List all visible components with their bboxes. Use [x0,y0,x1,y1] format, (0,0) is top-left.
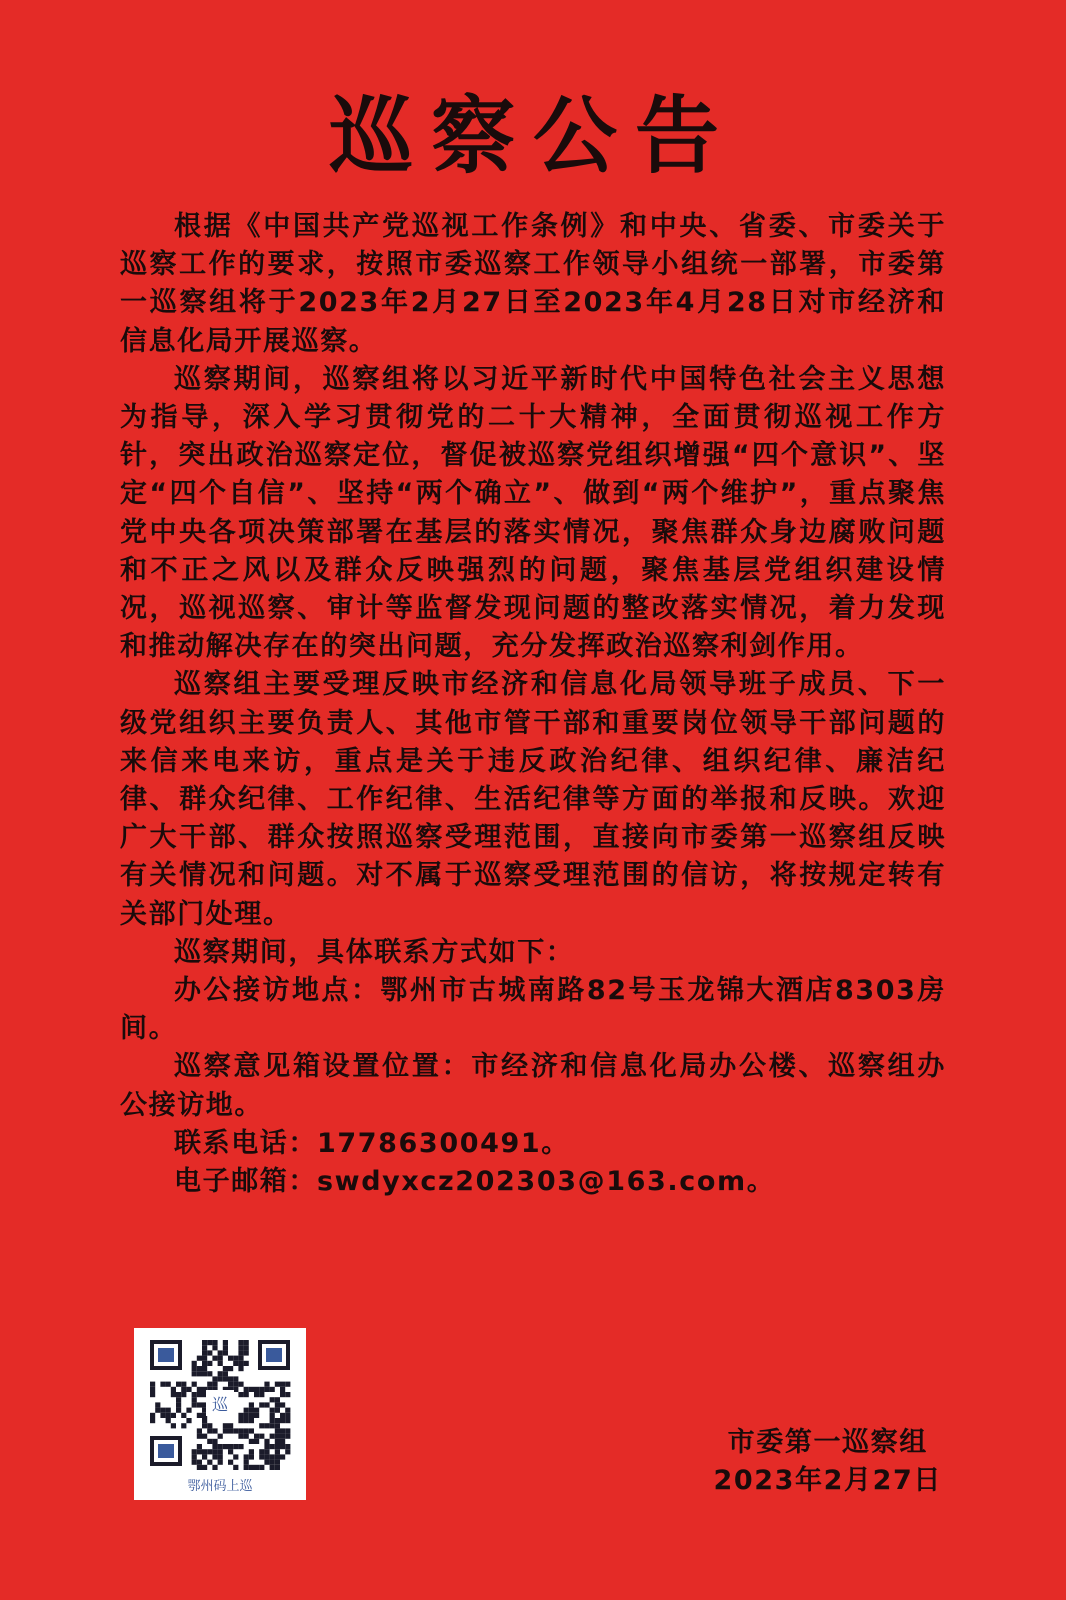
qr-module [270,1418,275,1423]
qr-module [207,1361,212,1366]
qr-module [228,1382,233,1387]
qr-module [264,1382,269,1387]
qr-module [233,1361,238,1366]
qr-module [244,1361,249,1366]
qr-module [202,1434,207,1439]
qr-module [275,1434,280,1439]
qr-module [186,1387,191,1392]
qr-module [166,1413,171,1418]
qr-module [244,1392,249,1397]
qr-module [275,1439,280,1444]
qr-module [223,1350,228,1355]
qr-module [228,1449,233,1454]
qr-module [212,1465,217,1470]
qr-module [212,1454,217,1459]
qr-module [275,1454,280,1459]
qr-module [218,1371,223,1376]
qr-module [285,1413,290,1418]
qr-module [275,1423,280,1428]
qr-module [285,1392,290,1397]
qr-module [192,1402,197,1407]
qr-module [155,1408,160,1413]
qr-module [249,1413,254,1418]
qr-module [176,1382,181,1387]
paragraph-focus: 巡察期间，巡察组将以习近平新时代中国特色社会主义思想为指导，深入学习贯彻党的二十大精神，全面贯彻巡视工作方针，突出政治巡察定位，督促被巡察党组织增强“四个意识”、坚定“四个自信”、坚持“两个确立”、做到“两个维护”，重点聚焦党中央各项决策部署在基层的落实情况，聚焦群众身边腐败问题和不正之风以及群众反映强烈的问题，聚焦基层党组织建设情况，巡视巡察、审计等监督发现问题的整改落实情况，着力发现和推动解决存在的突出问题，充分发挥政治巡察利剑作用。 [120,363,946,663]
qr-module [238,1366,243,1371]
qr-module [212,1376,217,1381]
qr-module [212,1382,217,1387]
qr-module [171,1413,176,1418]
paragraph-scope: 巡察组主要受理反映市经济和信息化局领导班子成员、下一级党组织主要负责人、其他市管干部和重要岗位领导干部问题的来信来电来访，重点是关于违反政治纪律、组织纪律、廉洁纪律、群众纪律、工作纪律、生活纪律等方面的举报和反映。欢迎广大干部、群众按照巡察受理范围，直接向市委第一巡察组反映有关情况和问题。对不属于巡察受理范围的信访，将按规定转有关部门处理。 [120,669,946,930]
qr-module [244,1345,249,1350]
qr-module [223,1340,228,1345]
qr-module [197,1449,202,1454]
qr-module [254,1465,259,1470]
qr-module [186,1418,191,1423]
qr-module [212,1345,217,1350]
qr-module [264,1449,269,1454]
notice-body [120,208,946,1201]
qr-module [238,1345,243,1350]
contact-email: 电子邮箱：swdyxcz202303@163.com。 [174,1166,776,1198]
qr-module [275,1402,280,1407]
qr-module [160,1413,165,1418]
qr-module [249,1454,254,1459]
qr-module [202,1418,207,1423]
qr-module [254,1408,259,1413]
qr-module [244,1454,249,1459]
qr-module [228,1460,233,1465]
qr-module [150,1413,155,1418]
qr-module [192,1397,197,1402]
qr-module [249,1449,254,1454]
qr-module [244,1465,249,1470]
qr-module [280,1392,285,1397]
qr-module [280,1454,285,1459]
qr-module [181,1423,186,1428]
qr-code-card [134,1328,306,1500]
qr-module [192,1460,197,1465]
qr-module [244,1387,249,1392]
qr-finder-top-right [258,1340,290,1370]
qr-module [244,1413,249,1418]
qr-module [249,1465,254,1470]
qr-module [233,1382,238,1387]
qr-module [238,1428,243,1433]
qr-module [197,1387,202,1392]
qr-module [244,1340,249,1345]
qr-module [207,1449,212,1454]
qr-module [192,1449,197,1454]
qr-module [197,1465,202,1470]
qr-module [249,1408,254,1413]
qr-caption: 鄂州码上巡 [187,1479,253,1494]
qr-module [285,1434,290,1439]
qr-module [218,1356,223,1361]
qr-module [223,1444,228,1449]
qr-module [285,1444,290,1449]
qr-module [212,1439,217,1444]
qr-module [171,1387,176,1392]
qr-center-glyph: 巡 [211,1395,229,1414]
qr-module [270,1434,275,1439]
qr-module [280,1428,285,1433]
qr-module [218,1449,223,1454]
qr-module [218,1376,223,1381]
qr-module [202,1350,207,1355]
qr-module [228,1376,233,1381]
qr-module [197,1371,202,1376]
qr-module [254,1413,259,1418]
qr-module [192,1361,197,1366]
qr-module [202,1345,207,1350]
qr-module [181,1382,186,1387]
qr-module [192,1371,197,1376]
qr-module [244,1408,249,1413]
qr-module [244,1460,249,1465]
qr-module [207,1439,212,1444]
qr-module [223,1345,228,1350]
qr-module [233,1356,238,1361]
qr-module [228,1366,233,1371]
qr-module [238,1413,243,1418]
paragraph-basis: 根据《中国共产党巡视工作条例》和中央、省委、市委关于巡察工作的要求，按照市委巡察工作领导小组统一部署，市委第一巡察组将于2023年2月27日至2023年4月28日对市经济和信息化局开展巡察。 [120,211,946,357]
qr-code-icon [144,1334,296,1474]
qr-module [244,1428,249,1433]
qr-module [150,1382,155,1387]
qr-module [192,1454,197,1459]
qr-module [259,1454,264,1459]
qr-module [218,1361,223,1366]
qr-module [166,1418,171,1423]
qr-module [181,1387,186,1392]
qr-module [160,1408,165,1413]
qr-module [202,1356,207,1361]
qr-module [228,1423,233,1428]
qr-module [275,1382,280,1387]
qr-module [166,1382,171,1387]
qr-module [207,1340,212,1345]
qr-module [238,1444,243,1449]
qr-module [202,1449,207,1454]
qr-module [264,1454,269,1459]
qr-module [249,1387,254,1392]
qr-module [186,1408,191,1413]
qr-module [275,1465,280,1470]
qr-module [212,1449,217,1454]
qr-module [285,1418,290,1423]
qr-module [254,1387,259,1392]
qr-module [202,1465,207,1470]
qr-module [238,1356,243,1361]
qr-module [233,1376,238,1381]
qr-module [264,1402,269,1407]
qr-module [259,1434,264,1439]
qr-module [197,1366,202,1371]
qr-module [176,1397,181,1402]
qr-module [223,1376,228,1381]
qr-module [254,1439,259,1444]
qr-module [192,1392,197,1397]
qr-module [275,1397,280,1402]
qr-module [254,1392,259,1397]
qr-module [259,1449,264,1454]
qr-module [218,1444,223,1449]
qr-module [160,1382,165,1387]
qr-module [218,1350,223,1355]
qr-module [238,1382,243,1387]
qr-module [270,1408,275,1413]
qr-module [171,1423,176,1428]
qr-module [275,1449,280,1454]
qr-module [280,1439,285,1444]
qr-module [259,1392,264,1397]
qr-module [249,1439,254,1444]
qr-module [197,1392,202,1397]
qr-module [285,1428,290,1433]
qr-module [150,1387,155,1392]
qr-module [218,1460,223,1465]
qr-module [285,1408,290,1413]
qr-module [259,1423,264,1428]
qr-module [270,1465,275,1470]
qr-module [244,1418,249,1423]
qr-module [249,1402,254,1407]
qr-module [207,1428,212,1433]
qr-module [264,1444,269,1449]
qr-module [233,1428,238,1433]
qr-module [244,1434,249,1439]
qr-module [197,1356,202,1361]
qr-module [207,1460,212,1465]
qr-module [207,1350,212,1355]
qr-module [264,1439,269,1444]
qr-module [270,1444,275,1449]
qr-module [259,1402,264,1407]
qr-finder-bottom-left [150,1436,182,1466]
qr-module [212,1428,217,1433]
signature-org: 市委第一巡察组 [727,1427,928,1458]
qr-module [150,1418,155,1423]
qr-module [270,1397,275,1402]
qr-module [197,1402,202,1407]
qr-module [264,1423,269,1428]
signature-block [713,1424,942,1500]
qr-module [270,1413,275,1418]
qr-module [197,1444,202,1449]
qr-module [280,1387,285,1392]
qr-module [223,1423,228,1428]
qr-module [238,1418,243,1423]
qr-module [228,1428,233,1433]
qr-module [275,1408,280,1413]
qr-module [202,1366,207,1371]
qr-module [270,1387,275,1392]
qr-module [181,1392,186,1397]
qr-module [207,1423,212,1428]
qr-module [280,1413,285,1418]
qr-module [223,1366,228,1371]
qr-module [280,1382,285,1387]
qr-module [192,1366,197,1371]
qr-module [244,1350,249,1355]
qr-module [275,1460,280,1465]
qr-module [212,1340,217,1345]
qr-module [280,1402,285,1407]
qr-module [285,1449,290,1454]
qr-module [233,1454,238,1459]
contact-mailbox: 巡察意见箱设置位置：市经济和信息化局办公楼、巡察组办公接访地。 [120,1051,946,1121]
qr-module [275,1418,280,1423]
qr-module [233,1444,238,1449]
qr-module [207,1371,212,1376]
qr-module [264,1387,269,1392]
qr-module [238,1392,243,1397]
qr-module [202,1454,207,1459]
qr-module [218,1454,223,1459]
qr-module [275,1444,280,1449]
qr-module [275,1428,280,1433]
qr-module [150,1392,155,1397]
contact-address: 办公接访地点：鄂州市古城南路82号玉龙锦大酒店8303房间。 [120,975,946,1045]
contact-intro: 巡察期间，具体联系方式如下： [174,936,575,968]
qr-module [270,1454,275,1459]
qr-module [176,1392,181,1397]
qr-module [259,1465,264,1470]
qr-module [228,1356,233,1361]
qr-module [181,1413,186,1418]
signature-date: 2023年2月27日 [713,1465,942,1496]
qr-module [202,1361,207,1366]
qr-module [223,1371,228,1376]
qr-module [202,1371,207,1376]
qr-module [238,1434,243,1439]
qr-module [197,1428,202,1433]
qr-module [223,1428,228,1433]
qr-module [197,1460,202,1465]
qr-module [176,1408,181,1413]
qr-module [238,1361,243,1366]
qr-module [280,1418,285,1423]
qr-module [280,1434,285,1439]
qr-module [166,1408,171,1413]
qr-module [249,1418,254,1423]
qr-module [238,1340,243,1345]
qr-module [202,1423,207,1428]
qr-module [259,1387,264,1392]
qr-module [207,1382,212,1387]
qr-module [233,1465,238,1470]
qr-module [212,1356,217,1361]
qr-module [285,1382,290,1387]
qr-module [197,1434,202,1439]
qr-module [155,1402,160,1407]
qr-module [270,1460,275,1465]
qr-module [212,1444,217,1449]
qr-module [254,1434,259,1439]
qr-module [218,1434,223,1439]
qr-finder-top-left [150,1340,182,1370]
contact-phone: 联系电话：17786300491。 [174,1127,570,1159]
qr-module [176,1402,181,1407]
qr-module [270,1423,275,1428]
qr-module [249,1428,254,1433]
notice-title: 巡察公告 [328,86,737,185]
qr-module [280,1444,285,1449]
qr-module [197,1413,202,1418]
qr-module [264,1460,269,1465]
qr-module [238,1350,243,1355]
qr-module [171,1392,176,1397]
qr-module [228,1444,233,1449]
qr-module [192,1382,197,1387]
qr-module [202,1340,207,1345]
